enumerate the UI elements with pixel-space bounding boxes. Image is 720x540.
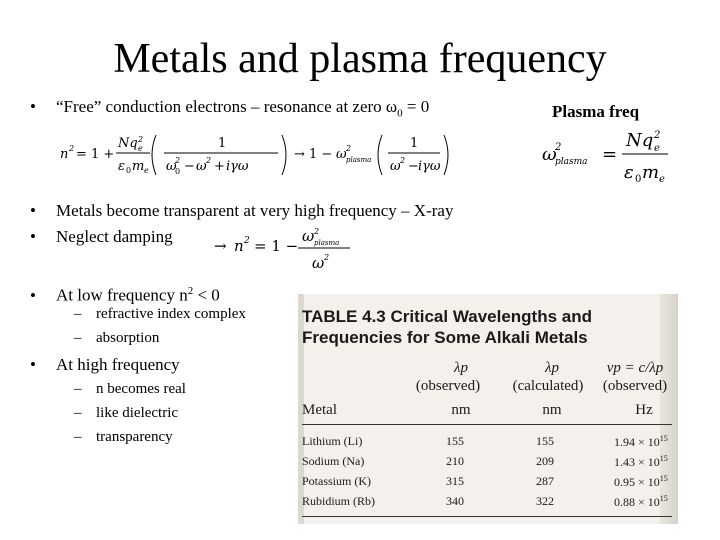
header-nm-2: nm (542, 402, 562, 418)
cell-observed: 210 (446, 454, 464, 468)
plasma-frequency-formula (540, 124, 690, 191)
svg-text:2: 2 (244, 236, 250, 246)
svg-text:0: 0 (635, 174, 642, 185)
svg-text:−: − (184, 159, 195, 174)
sub-dash: – (74, 306, 82, 322)
sub-bullet (74, 379, 186, 399)
bullet-text: “Free” conduction electrons – resonance at zero ω (56, 97, 398, 116)
svg-text:ω: ω (390, 159, 401, 174)
sub-dash: – (74, 381, 82, 397)
svg-text:2: 2 (138, 135, 144, 144)
table-caption-line: TABLE 4.3 Critical Wavelengths and (302, 307, 593, 326)
svg-text:m: m (642, 162, 660, 183)
svg-text:0: 0 (175, 167, 181, 176)
sub-bullet (74, 403, 178, 423)
svg-text:=: = (602, 144, 618, 165)
cell-calculated: 209 (536, 454, 554, 468)
header-calculated: (calculated) (512, 378, 584, 394)
header-lambda-observed: λp (454, 360, 468, 376)
cell-frequency: 1.43 × 10 (614, 455, 660, 469)
table-caption-line: Frequencies for Some Alkali Metals (302, 328, 588, 347)
cell-observed: 155 (446, 434, 464, 448)
svg-text:e: e (144, 166, 149, 175)
bullet-text-end: < 0 (193, 285, 220, 305)
svg-text:ω: ω (302, 227, 315, 245)
bullet-neglect-damping (30, 226, 173, 248)
sub-bullet-text: absorption (96, 330, 160, 346)
svg-text:ε: ε (624, 162, 634, 183)
svg-text:2: 2 (555, 142, 562, 153)
cell-exponent: 15 (659, 494, 668, 503)
bullet-text: Neglect damping (56, 227, 173, 246)
sub-bullet-text: transparency (96, 429, 173, 445)
cell-exponent: 15 (659, 454, 668, 463)
svg-text:2: 2 (324, 253, 330, 262)
bullet-text: At low frequency n (56, 285, 188, 305)
header-observed-1: (observed) (415, 378, 481, 394)
header-nu: νp = c/λp (606, 360, 664, 376)
cell-observed: 340 (446, 494, 464, 508)
sub-bullet-text: refractive index complex (96, 306, 246, 322)
bullet-high-frequency (30, 354, 180, 376)
cell-observed: 315 (446, 474, 464, 488)
svg-text:2: 2 (400, 156, 406, 165)
plasma-freq-label: Plasma freq (552, 102, 640, 121)
svg-text:m: m (132, 159, 145, 174)
svg-text:ε: ε (118, 159, 125, 174)
header-observed-2: (observed) (602, 378, 668, 394)
dispersion-equation (60, 130, 450, 180)
header-hz: Hz (635, 402, 653, 418)
svg-text:ω: ω (196, 159, 207, 174)
svg-text:ω: ω (542, 144, 557, 165)
cell-exponent: 15 (659, 474, 668, 483)
sub-bullet-text: n becomes real (96, 381, 186, 397)
cell-frequency: 1.94 × 10 (614, 435, 660, 449)
header-nm-1: nm (451, 402, 471, 418)
svg-text:n: n (60, 147, 69, 162)
sub-dash: – (74, 330, 82, 346)
svg-text:→ 1 −: → 1 − (294, 147, 333, 162)
bullet-dot: • (30, 201, 36, 220)
svg-text:ω: ω (312, 254, 325, 272)
sub-dash: – (74, 405, 82, 421)
svg-text:−: − (408, 159, 419, 174)
svg-text:plasma: plasma (314, 239, 340, 247)
svg-text:n: n (234, 237, 244, 255)
svg-text:+: + (214, 159, 225, 174)
svg-text:iγω: iγω (418, 159, 441, 174)
cell-frequency: 0.88 × 10 (614, 495, 660, 509)
cell-calculated: 287 (536, 474, 554, 488)
svg-text:ω: ω (336, 147, 347, 162)
sub-bullet (74, 427, 173, 447)
bullet-free-electrons (30, 96, 429, 124)
cell-metal: Sodium (Na) (302, 454, 365, 468)
undamped-equation (204, 224, 364, 279)
slide-title: Metals and plasma frequency (113, 36, 607, 82)
cell-frequency: 0.95 × 10 (614, 475, 660, 489)
svg-text:2: 2 (69, 144, 75, 153)
svg-text:0: 0 (126, 166, 132, 175)
bullet-dot: • (30, 285, 36, 305)
dispersion-equation-graphic (60, 130, 450, 180)
omega-subscript: 0 (397, 107, 403, 120)
table-rule (302, 516, 672, 517)
cell-metal: Potassium (K) (302, 474, 371, 488)
header-metal: Metal (302, 402, 337, 418)
sub-bullet (74, 304, 246, 324)
svg-text:1: 1 (410, 136, 419, 151)
svg-text:plasma: plasma (346, 156, 372, 164)
svg-text:2: 2 (314, 227, 320, 236)
sub-dash: – (74, 429, 82, 445)
svg-text:iγω: iγω (226, 159, 249, 174)
svg-text:2: 2 (206, 156, 212, 165)
cell-metal: Rubidium (Rb) (302, 494, 376, 508)
header-lambda-calculated: λp (545, 360, 559, 376)
cell-exponent: 15 (659, 434, 668, 443)
undamped-equation-graphic (204, 224, 364, 274)
svg-text:2: 2 (175, 156, 181, 165)
bullet-text: Metals become transparent at very high frequency – X-ray (56, 201, 454, 220)
bullet-dot: • (30, 97, 36, 116)
cell-metal: Lithium (Li) (302, 434, 363, 448)
svg-text:ω: ω (166, 159, 177, 174)
table-rule (302, 424, 672, 425)
cell-calculated: 155 (536, 434, 554, 448)
table-caption (302, 306, 592, 348)
cell-calculated: 322 (536, 494, 554, 508)
svg-text:2: 2 (346, 144, 352, 153)
sub-bullet-text: like dielectric (96, 405, 179, 421)
sub-bullet (74, 328, 159, 348)
bullet-transparent (30, 200, 453, 222)
bullet-low-frequency (30, 280, 220, 307)
bullet-dot: • (30, 227, 36, 246)
n-squared-superscript: 2 (187, 285, 194, 297)
alkali-metals-table (298, 294, 678, 524)
svg-text:1: 1 (218, 136, 227, 151)
svg-text:e: e (138, 144, 143, 153)
svg-text:→: → (214, 237, 227, 255)
svg-text:= 1 −: = 1 − (254, 237, 299, 255)
svg-text:Nq: Nq (626, 130, 654, 151)
svg-text:2: 2 (654, 130, 661, 141)
plasma-frequency-graphic (540, 124, 690, 186)
svg-text:Nq: Nq (118, 136, 138, 151)
svg-text:e: e (659, 174, 665, 185)
svg-text:plasma: plasma (555, 157, 588, 167)
bullet-text: At high frequency (56, 355, 180, 374)
svg-text:e: e (654, 143, 660, 154)
bullet-dot: • (30, 355, 36, 374)
svg-text:= 1 +: = 1 + (76, 147, 115, 162)
bullet-text-end: = 0 (402, 97, 430, 116)
